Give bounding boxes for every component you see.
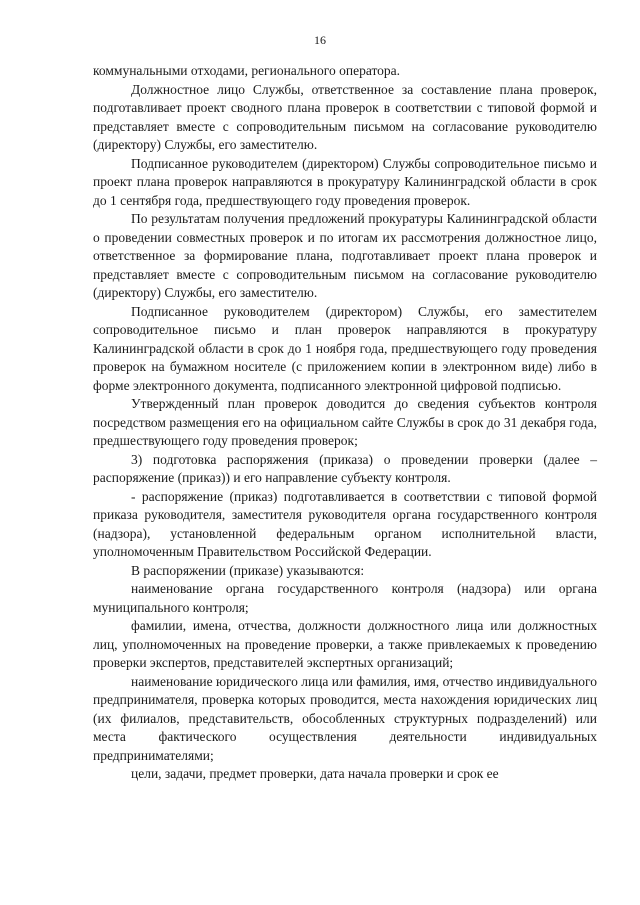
- list-item: цели, задачи, предмет проверки, дата начала проверки и срок ее: [131, 766, 499, 781]
- paragraph: В распоряжении (приказе) указываются:: [131, 562, 365, 578]
- list-item: наименование органа государственного контроля (надзора) или органа муниципального контроля;: [93, 581, 597, 615]
- paragraph: - распоряжение (приказ) подготавливается в соответствии с типовой формой приказа руководителя, заместителя руководителя органа государственного контроля (надзора), установленной федеральным органом исполнительной власти, уполномоченным Правительством Российской Федерации.: [93, 488, 597, 559]
- page-number: 16: [314, 33, 326, 47]
- paragraph: По результатам получения предложений прокуратуры Калининградской области о проведении совместных проверок и по итогам их рассмотрения должностное лицо, ответственное за формирование плана, подготавливает проект плана проверок и представляет вместе с сопроводительным письмом на согласование руководителю (директору) Службы, его заместителю.: [93, 211, 597, 300]
- paragraph: Должностное лицо Службы, ответственное за составление плана проверок, подготавливает проект сводного плана проверок в соответствии с типовой формой и представляет вместе с сопроводительным письмом на согласование руководителю (директору) Службы, его заместителю.: [93, 81, 597, 152]
- paragraph: Подписанное руководителем (директором) Службы сопроводительное письмо и проект плана проверок направляются в прокуратуру Калининградской области в срок до 1 сентября года, предшествующего году проведения проверок.: [93, 155, 597, 208]
- paragraph: 3) подготовка распоряжения (приказа) о проведении проверки (далее – распоряжение (приказ)) и его направление субъекту контроля.: [93, 451, 597, 485]
- list-item: фамилии, имена, отчества, должности должностного лица или должностных лиц, уполномоченных на проведение проверки, а также привлекаемых к проведению проверки экспертов, представителей экспертных организаций;: [93, 618, 597, 670]
- paragraph: Утвержденный план проверок доводится до сведения субъектов контроля посредством размещения его на официальном сайте Службы в срок до 31 декабря года, предшествующего году проведения проверок;: [93, 396, 597, 448]
- paragraph: Подписанное руководителем (директором) Службы, его заместителем сопроводительное письмо и план проверок направляются в прокуратуру Калининградской области в срок до 1 ноября года, предшествующего году проведения проверок на бумажном носителе (с приложением копии в электронном виде) либо в форме электронного документа, подписанного электронной цифровой подписью.: [93, 303, 597, 393]
- list-item: наименование юридического лица или фамилия, имя, отчество индивидуального предпринимателя, проверка которых проводится, места нахождения юридических лиц (их филиалов, представительств, обособленных структурных подразделений) или места фактического осуществления деятельности индивидуальных предпринимателями;: [93, 673, 597, 763]
- paragraph-continuation: коммунальными отходами, регионального оператора.: [93, 63, 401, 78]
- document-body: [93, 62, 597, 784]
